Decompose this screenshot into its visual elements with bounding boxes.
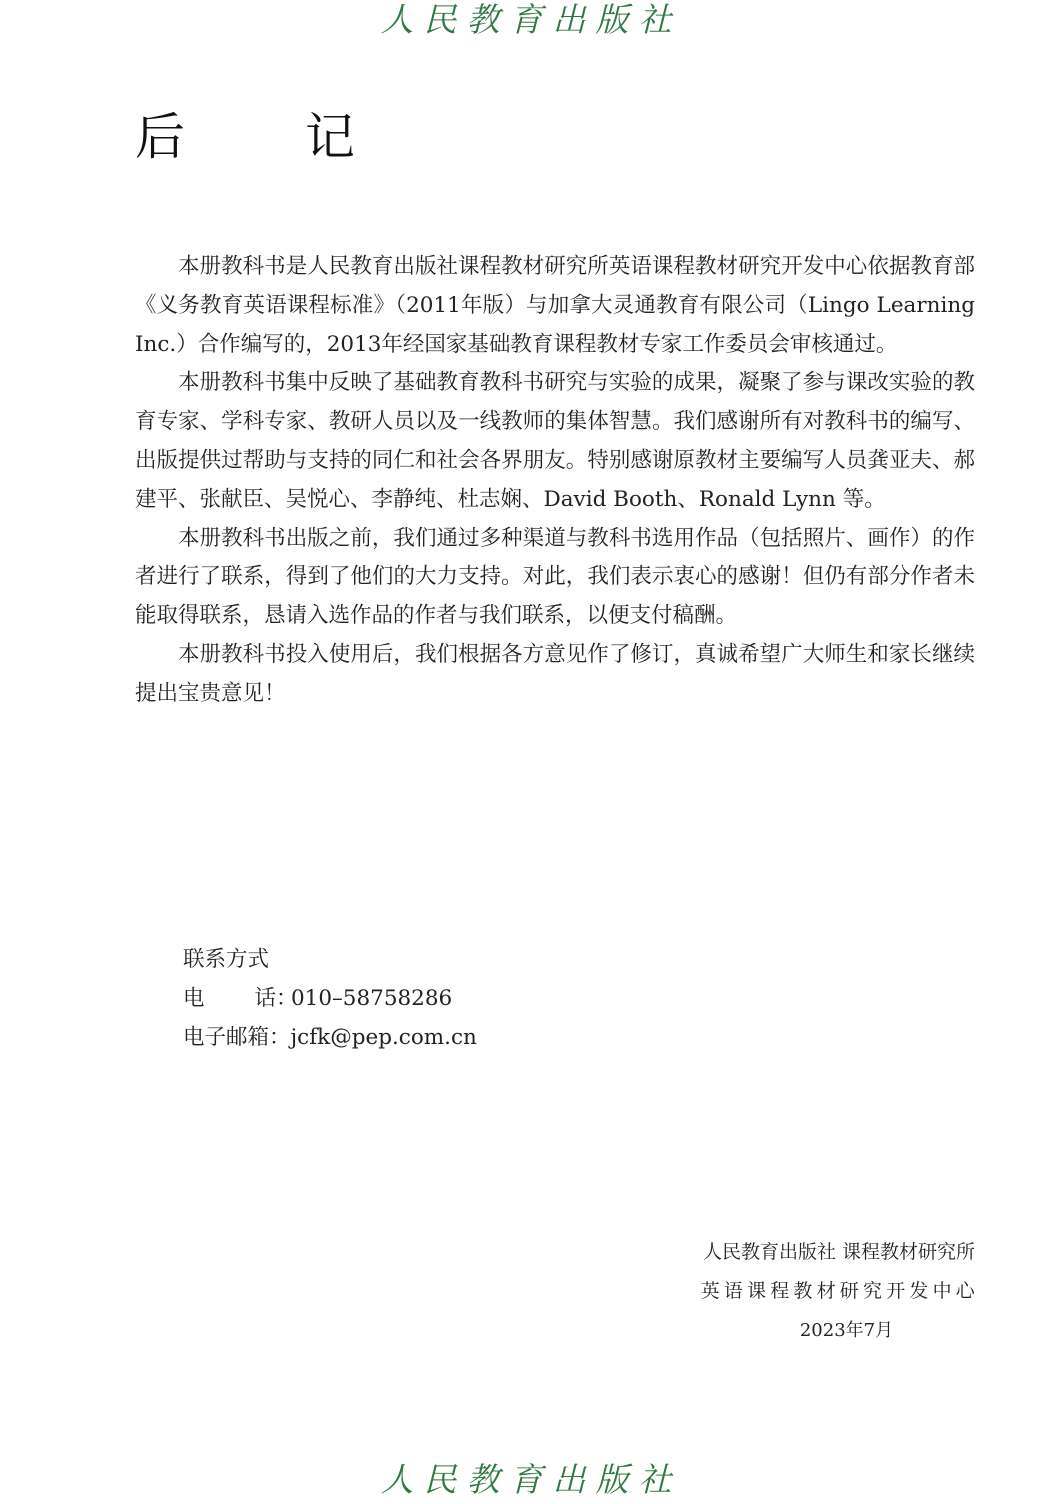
phone-label-part2: 话：	[254, 986, 298, 1011]
publisher-logo-top: 人民教育出版社	[380, 0, 682, 39]
signature-line-1: 人民教育出版社 课程教材研究所	[702, 1241, 975, 1263]
contact-email-row	[183, 1018, 477, 1057]
contact-info	[183, 940, 477, 1057]
afterword-body	[135, 248, 975, 714]
phone-label	[183, 979, 298, 1018]
phone-number: 010–58758286	[291, 986, 453, 1011]
publisher-logo-bottom: 人民教育出版社	[380, 1460, 682, 1499]
contact-heading: 联系方式	[183, 947, 270, 972]
paragraph-4: 本册教科书投入使用后，我们根据各方意见作了修订，真诚希望广大师生和家长继续提出宝贵意见！	[135, 641, 975, 706]
phone-label-part1: 电	[183, 986, 205, 1011]
signature-line-2: 英语课程教材研究开发中心	[700, 1280, 979, 1302]
paragraph-2: 本册教科书集中反映了基础教育教科书研究与实验的成果，凝聚了参与课改实验的教育专家、学科专家、教研人员以及一线教师的集体智慧。我们感谢所有对教科书的编写、出版提供过帮助与支持的同仁和社会各界朋友。特别感谢原教材主要编写人员龚亚夫、郝建平、张献臣、吴悦心、李静纯、杜志娴、David Booth、Ronald Lynn 等。	[135, 370, 975, 512]
email-label: 电子邮箱：	[183, 1025, 291, 1050]
page-title: 后 记	[135, 108, 407, 166]
paragraph-1: 本册教科书是人民教育出版社课程教材研究所英语课程教材研究开发中心依据教育部《义务教育英语课程标准》（2011年版）与加拿大灵通教育有限公司（Lingo Learning Inc.）合作编写的，2013年经国家基础教育课程教材专家工作委员会审核通过。	[135, 254, 975, 357]
email-address: jcfk@pep.com.cn	[290, 1025, 477, 1050]
signature-date: 2023年7月	[799, 1320, 894, 1341]
signature-block	[600, 1233, 979, 1350]
paragraph-3: 本册教科书出版之前，我们通过多种渠道与教科书选用作品（包括照片、画作）的作者进行了联系，得到了他们的大力支持。对此，我们表示衷心的感谢！但仍有部分作者未能取得联系，恳请入选作品的作者与我们联系，以便支付稿酬。	[135, 525, 975, 629]
contact-phone-row	[183, 979, 477, 1018]
